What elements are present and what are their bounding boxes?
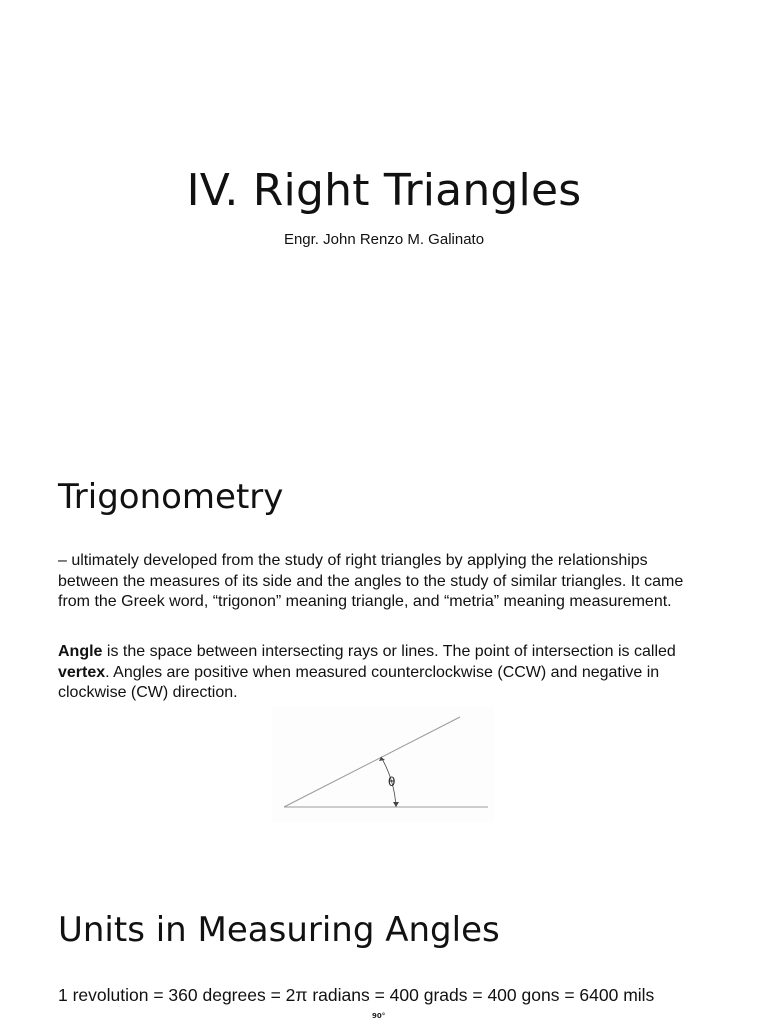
units-equation: 1 revolution = 360 degrees = 2π radians = 400 grads = 400 gons = 6400 mils [58,985,655,1005]
units-heading: Units in Measuring Angles [58,910,500,950]
vertex-term: vertex [58,663,106,681]
theta-label: θ [388,775,396,789]
angle-term: Angle [58,643,103,660]
slide-title: IV. Right Triangles [186,165,582,216]
angle-figure [272,707,494,823]
trigonometry-heading: Trigonometry [58,477,284,517]
terminal-side-line [284,717,460,807]
arc-arrow-bottom-icon [393,802,399,807]
author-name: Engr. John Renzo M. Galinato [283,231,485,248]
angle-text-part-1: is the space between intersecting rays or lines. The point of intersection is called [102,643,676,660]
angle-diagram [272,707,494,823]
angle-definition [58,642,698,704]
ninety-degree-label: 90° [372,1012,386,1020]
trigonometry-definition: – ultimately developed from the study of right triangles by applying the relationships between the measures of its side and the angles to the study of similar triangles. It came from the Greek word, “trigonon” meaning triangle, and “metria” meaning measurement. [58,552,684,610]
angle-text-part-2: . Angles are positive when measured counterclockwise (CCW) and negative in clockwise (CW) direction. [58,663,660,701]
